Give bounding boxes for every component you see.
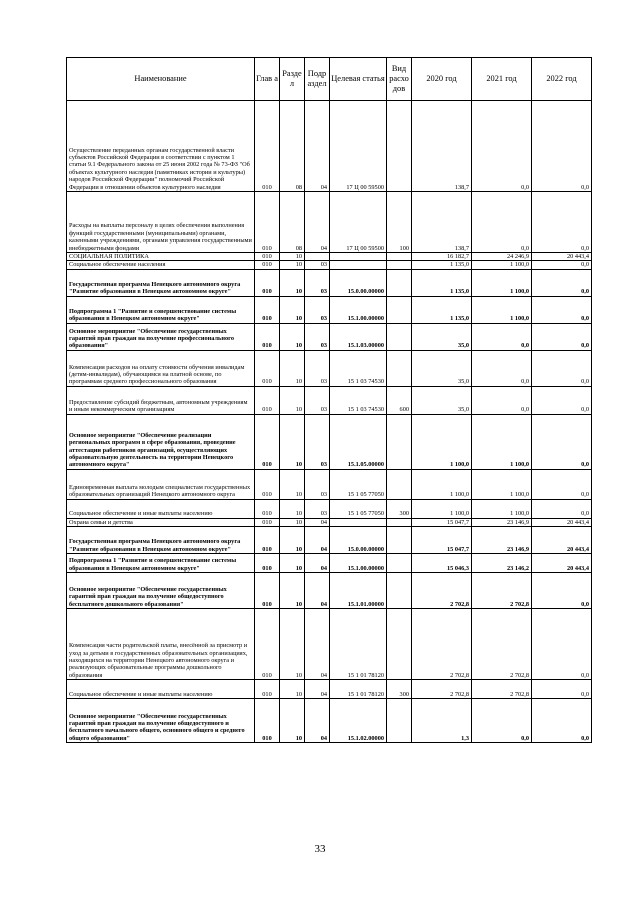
cell-razdel: 10: [280, 499, 305, 518]
cell-name: Основное мероприятие "Обеспечение государственных гарантий прав граждан на получение общедоступного и бесплатного начального общего, основного общего и среднего общего образования": [67, 699, 255, 743]
cell-y2021: 1 100,0: [472, 261, 532, 269]
header-podrazdel: Подр аздел: [305, 58, 330, 101]
cell-y2020: 1 135,0: [412, 296, 472, 323]
cell-y2020: 2 702,8: [412, 680, 472, 699]
cell-podrazdel: 03: [305, 499, 330, 518]
budget-table: [66, 57, 592, 743]
cell-podrazdel: 03: [305, 386, 330, 414]
cell-podrazdel: 04: [305, 573, 330, 609]
cell-y2022: 0,0: [532, 101, 592, 192]
header-razdel: Разде л: [280, 58, 305, 101]
cell-podrazdel: 04: [305, 192, 330, 253]
cell-podrazdel: 04: [305, 699, 330, 743]
cell-y2021: 1 100,0: [472, 469, 532, 499]
cell-razdel: 10: [280, 554, 305, 573]
cell-y2021: 1 100,0: [472, 499, 532, 518]
cell-article: 17 Ц 00 59500: [330, 101, 387, 192]
cell-glava: 010: [255, 261, 280, 269]
cell-name: Компенсация расходов на оплату стоимости обучения инвалидам (детям-инвалидам), обучающимся на платной основе, по программам среднего профессионального образования: [67, 350, 255, 386]
cell-article: 15.1.05.00000: [330, 414, 387, 469]
cell-glava: 010: [255, 414, 280, 469]
cell-podrazdel: 04: [305, 101, 330, 192]
cell-y2022: 20 443,4: [532, 527, 592, 554]
cell-podrazdel: 03: [305, 350, 330, 386]
cell-type: [387, 261, 412, 269]
cell-y2021: 0,0: [472, 101, 532, 192]
cell-y2020: 2 702,8: [412, 609, 472, 680]
table-row: [67, 499, 592, 518]
cell-article: 15.1.01.00000: [330, 573, 387, 609]
table-header-row: [67, 58, 592, 101]
cell-y2022: 20 443,4: [532, 253, 592, 261]
cell-glava: 010: [255, 609, 280, 680]
cell-y2021: 23 146,9: [472, 518, 532, 526]
header-2021: 2021 год: [472, 58, 532, 101]
cell-y2021: 2 702,8: [472, 680, 532, 699]
cell-article: 17 Ц 00 59500: [330, 192, 387, 253]
cell-podrazdel: 04: [305, 527, 330, 554]
cell-y2022: 0,0: [532, 296, 592, 323]
cell-glava: 010: [255, 554, 280, 573]
cell-y2020: 138,7: [412, 192, 472, 253]
cell-name: СОЦИАЛЬНАЯ ПОЛИТИКА: [67, 253, 255, 261]
cell-podrazdel: 03: [305, 261, 330, 269]
header-2020: 2020 год: [412, 58, 472, 101]
cell-type: [387, 469, 412, 499]
cell-type: [387, 350, 412, 386]
cell-article: 15.1.00.00000: [330, 296, 387, 323]
cell-y2021: 1 100,0: [472, 269, 532, 296]
table-row: [67, 527, 592, 554]
cell-name: Социальное обеспечение и иные выплаты населению: [67, 680, 255, 699]
header-type: Вид расхо дов: [387, 58, 412, 101]
cell-y2022: 0,0: [532, 269, 592, 296]
cell-glava: 010: [255, 699, 280, 743]
table-row: [67, 269, 592, 296]
cell-y2020: 16 182,7: [412, 253, 472, 261]
cell-y2021: 24 246,9: [472, 253, 532, 261]
cell-razdel: 10: [280, 527, 305, 554]
cell-y2022: 20 443,4: [532, 554, 592, 573]
cell-podrazdel: 04: [305, 554, 330, 573]
cell-y2020: 15 047,7: [412, 527, 472, 554]
cell-glava: 010: [255, 253, 280, 261]
cell-razdel: 10: [280, 386, 305, 414]
cell-type: [387, 527, 412, 554]
table-row: [67, 101, 592, 192]
cell-y2021: 0,0: [472, 323, 532, 350]
cell-article: [330, 253, 387, 261]
cell-y2021: 1 100,0: [472, 296, 532, 323]
cell-glava: 010: [255, 386, 280, 414]
cell-y2022: 0,0: [532, 469, 592, 499]
cell-y2020: 1 100,0: [412, 414, 472, 469]
table-row: [67, 296, 592, 323]
cell-y2021: 2 702,8: [472, 573, 532, 609]
table-row: [67, 261, 592, 269]
cell-y2020: 1 135,0: [412, 261, 472, 269]
cell-type: [387, 699, 412, 743]
cell-type: 100: [387, 192, 412, 253]
cell-glava: 010: [255, 680, 280, 699]
cell-podrazdel: 03: [305, 414, 330, 469]
cell-y2021: 23 146,2: [472, 554, 532, 573]
cell-glava: 010: [255, 101, 280, 192]
cell-y2021: 0,0: [472, 386, 532, 414]
cell-type: [387, 518, 412, 526]
header-name: Наименование: [67, 58, 255, 101]
cell-y2021: 2 702,8: [472, 609, 532, 680]
cell-razdel: 10: [280, 261, 305, 269]
cell-article: [330, 261, 387, 269]
cell-name: Основное мероприятие "Обеспечение государственных гарантий прав граждан на получение профессионального образования": [67, 323, 255, 350]
cell-glava: 010: [255, 469, 280, 499]
cell-y2020: 35,0: [412, 350, 472, 386]
cell-y2022: 0,0: [532, 192, 592, 253]
cell-name: Основное мероприятие "Обеспечение реализации региональных программ в сфере образования, проведение аттестации работников организаций, осуществляющих образовательную деятельность на территории Ненецкого автономного округа": [67, 414, 255, 469]
cell-type: [387, 414, 412, 469]
cell-podrazdel: 03: [305, 323, 330, 350]
header-article: Целевая статья: [330, 58, 387, 101]
cell-y2022: 20 443,4: [532, 518, 592, 526]
cell-y2020: 1,3: [412, 699, 472, 743]
cell-razdel: 10: [280, 469, 305, 499]
cell-y2021: 0,0: [472, 350, 532, 386]
cell-y2021: 0,0: [472, 699, 532, 743]
cell-razdel: 08: [280, 101, 305, 192]
cell-razdel: 10: [280, 253, 305, 261]
cell-podrazdel: 04: [305, 609, 330, 680]
cell-podrazdel: 03: [305, 469, 330, 499]
cell-y2020: 2 702,8: [412, 573, 472, 609]
cell-article: 15 1 03 74530: [330, 386, 387, 414]
cell-y2022: 0,0: [532, 573, 592, 609]
cell-y2020: 1 135,0: [412, 269, 472, 296]
cell-type: 300: [387, 499, 412, 518]
cell-razdel: 10: [280, 573, 305, 609]
cell-name: Компенсация части родительской платы, внесённой за присмотр и уход за детьми в государственных образовательных организациях, находящихся на территории Ненецкого автономного округа и реализующих образовательные программы дошкольного образования: [67, 609, 255, 680]
cell-y2022: 0,0: [532, 609, 592, 680]
cell-y2022: 0,0: [532, 261, 592, 269]
cell-name: Подпрограмма 1 "Развитие и совершенствование системы образования в Ненецком автономном округе": [67, 296, 255, 323]
table-row: [67, 680, 592, 699]
page-number: 33: [314, 843, 326, 855]
cell-y2020: 15 046,3: [412, 554, 472, 573]
cell-glava: 010: [255, 192, 280, 253]
table-row: [67, 518, 592, 526]
cell-type: 600: [387, 386, 412, 414]
cell-y2022: 0,0: [532, 499, 592, 518]
table-row: [67, 554, 592, 573]
cell-y2020: 1 100,0: [412, 469, 472, 499]
cell-type: [387, 269, 412, 296]
cell-glava: 010: [255, 527, 280, 554]
cell-name: Охрана семьи и детства: [67, 518, 255, 526]
cell-razdel: 10: [280, 518, 305, 526]
table-row: [67, 414, 592, 469]
cell-podrazdel: 03: [305, 296, 330, 323]
table-row: [67, 573, 592, 609]
header-2022: 2022 год: [532, 58, 592, 101]
cell-type: [387, 573, 412, 609]
table-row: [67, 609, 592, 680]
table-row: [67, 253, 592, 261]
cell-y2021: 23 146,9: [472, 527, 532, 554]
cell-type: [387, 101, 412, 192]
cell-article: 15 1 05 77050: [330, 469, 387, 499]
cell-name: Основное мероприятие "Обеспечение государственных гарантий прав граждан на получение общедоступного бесплатного дошкольного образования": [67, 573, 255, 609]
cell-article: 15.1.00.00000: [330, 554, 387, 573]
cell-article: 15 1 03 74530: [330, 350, 387, 386]
header-glava: Глав а: [255, 58, 280, 101]
cell-type: [387, 554, 412, 573]
table-row: [67, 350, 592, 386]
cell-razdel: 10: [280, 296, 305, 323]
cell-type: [387, 323, 412, 350]
cell-razdel: 10: [280, 323, 305, 350]
cell-y2021: 1 100,0: [472, 414, 532, 469]
cell-y2020: 138,7: [412, 101, 472, 192]
cell-article: 15.1.02.00000: [330, 699, 387, 743]
table-row: [67, 699, 592, 743]
cell-type: [387, 296, 412, 323]
cell-name: Подпрограмма 1 "Развитие и совершенствование системы образования в Ненецком автономном округе": [67, 554, 255, 573]
cell-y2020: 15 047,7: [412, 518, 472, 526]
cell-name: Государственная программа Ненецкого автономного округа "Развитие образования в Ненецком автономном округе": [67, 269, 255, 296]
cell-podrazdel: [305, 253, 330, 261]
cell-podrazdel: 04: [305, 680, 330, 699]
cell-article: 15.0.00.00000: [330, 527, 387, 554]
cell-article: 15 1 01 78120: [330, 609, 387, 680]
cell-y2020: 35,0: [412, 323, 472, 350]
cell-article: 15.1.03.00000: [330, 323, 387, 350]
table-row: [67, 469, 592, 499]
cell-glava: 010: [255, 518, 280, 526]
cell-razdel: 10: [280, 680, 305, 699]
cell-name: Социальное обеспечение и иные выплаты населению: [67, 499, 255, 518]
cell-glava: 010: [255, 573, 280, 609]
cell-type: [387, 253, 412, 261]
table-row: [67, 192, 592, 253]
cell-type: [387, 609, 412, 680]
cell-y2022: 0,0: [532, 699, 592, 743]
cell-razdel: 10: [280, 269, 305, 296]
cell-name: Осуществление переданных органам государственной власти субъектов Российской Федерации в соответствии с пунктом 1 статьи 9.1 Федерального закона от 25 июня 2002 года № 73-ФЗ "Об объектах культурного наследия (памятниках истории и культуры) народов Российской Федерации" полномочий Российской Федерации в отношении объектов культурного наследия: [67, 101, 255, 192]
cell-glava: 010: [255, 323, 280, 350]
cell-glava: 010: [255, 499, 280, 518]
cell-razdel: 10: [280, 699, 305, 743]
cell-glava: 010: [255, 350, 280, 386]
cell-podrazdel: 04: [305, 518, 330, 526]
cell-y2020: 35,0: [412, 386, 472, 414]
cell-razdel: 10: [280, 414, 305, 469]
cell-razdel: 08: [280, 192, 305, 253]
cell-name: Расходы на выплаты персоналу в целях обеспечения выполнения функций государственными (муниципальными) органами, казенными учреждениями, органами управления государственными внебюджетными фондами: [67, 192, 255, 253]
cell-article: 15.0.00.00000: [330, 269, 387, 296]
cell-y2022: 0,0: [532, 414, 592, 469]
cell-article: 15 1 01 78120: [330, 680, 387, 699]
cell-type: 300: [387, 680, 412, 699]
cell-podrazdel: 03: [305, 269, 330, 296]
cell-name: Государственная программа Ненецкого автономного округа "Развитие образования в Ненецком автономном округе": [67, 527, 255, 554]
table-row: [67, 323, 592, 350]
cell-glava: 010: [255, 296, 280, 323]
table-row: [67, 386, 592, 414]
cell-y2022: 0,0: [532, 323, 592, 350]
cell-y2020: 1 100,0: [412, 499, 472, 518]
cell-name: Предоставление субсидий бюджетным, автономным учреждениям и иным некоммерческим организациям: [67, 386, 255, 414]
cell-y2022: 0,0: [532, 680, 592, 699]
cell-y2022: 0,0: [532, 350, 592, 386]
cell-name: Социальное обеспечение населения: [67, 261, 255, 269]
cell-y2021: 0,0: [472, 192, 532, 253]
cell-razdel: 10: [280, 350, 305, 386]
cell-name: Единовременная выплата молодым специалистам государственных образовательных организаций Ненецкого автономного округа: [67, 469, 255, 499]
cell-article: 15 1 05 77050: [330, 499, 387, 518]
cell-y2022: 0,0: [532, 386, 592, 414]
cell-razdel: 10: [280, 609, 305, 680]
cell-article: [330, 518, 387, 526]
cell-glava: 010: [255, 269, 280, 296]
